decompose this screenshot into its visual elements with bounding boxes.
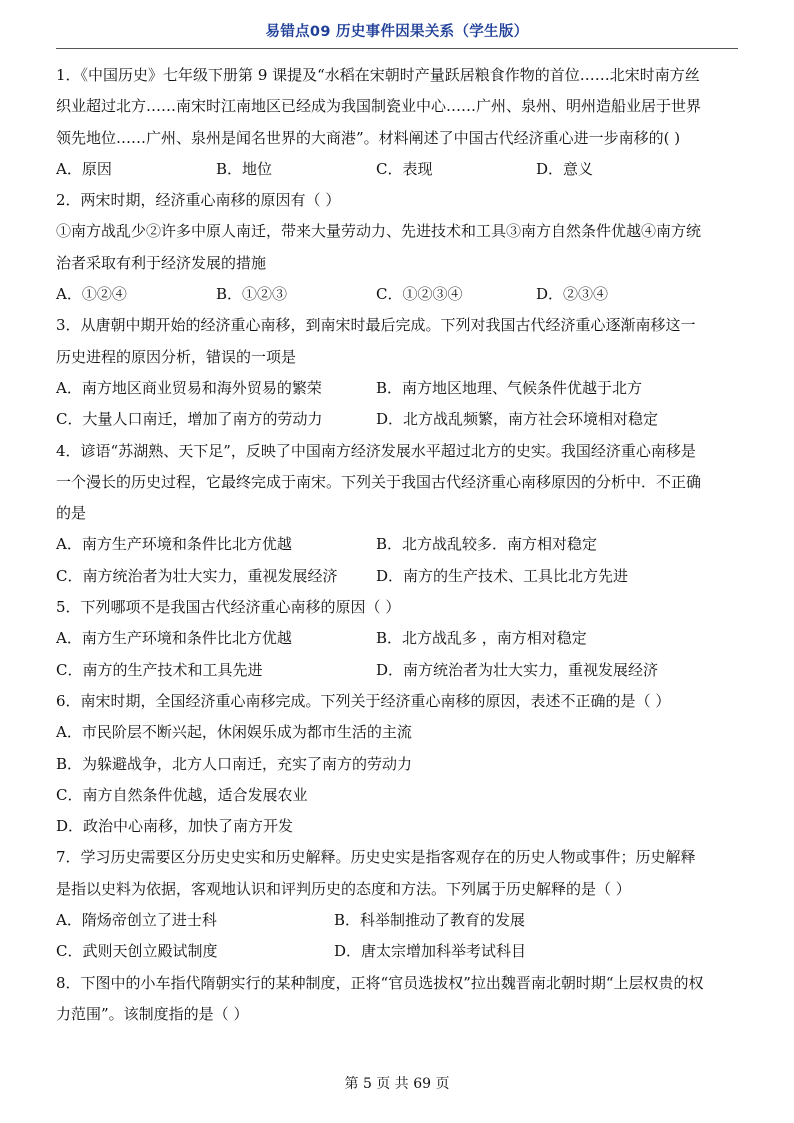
option-c: C．①②③④ (376, 285, 463, 304)
option-c: C．大量人口南迁，增加了南方的劳动力 (56, 410, 323, 429)
question-text-line: 2．两宋时期，经济重心南移的原因有（ ） (56, 191, 341, 210)
page-number: 第 5 页 共 69 页 (344, 1076, 450, 1092)
question-text-line: 治者采取有利于经济发展的措施 (56, 253, 267, 272)
option-row (56, 279, 738, 310)
option-a: A．市民阶层不断兴起，休闲娱乐成为都市生活的主流 (56, 723, 412, 742)
option-c: C．南方的生产技术和工具先进 (56, 660, 263, 679)
option-b: B．南方地区地理、气候条件优越于北方 (376, 378, 643, 397)
question-text-line: 领先地位……广州、泉州是闻名世界的大商港”。材料阐述了中国古代经济重心进一步南移的( ) (56, 128, 681, 147)
option-d: D．南方的生产技术、工具比北方先进 (376, 566, 629, 585)
option-b: B．北方战乱较多．南方相对稳定 (376, 535, 598, 554)
option-b: B．北方战乱多 ，南方相对稳定 (376, 629, 587, 648)
question-4 (56, 436, 738, 592)
question-text-line: 6．南宋时期，全国经济重心南移完成。下列关于经济重心南移的原因，表述不正确的是（ ） (56, 691, 671, 710)
option-d: D．南方统治者为壮大实力，重视发展经济 (376, 660, 659, 679)
question-text-line: 8．下图中的小车指代隋朝实行的某种制度，正将“官员选拔权”拉出魏晋南北朝时期“上层权贵的权 (56, 973, 704, 992)
question-6 (56, 686, 738, 842)
page-header-title: 易错点09 历史事件因果关系（学生版） (265, 24, 529, 40)
option-b: B．①②③ (216, 285, 288, 304)
question-2 (56, 185, 738, 310)
question-list (56, 60, 738, 1030)
option-c: C．南方统治者为壮大实力，重视发展经济 (56, 566, 338, 585)
header-divider (56, 48, 738, 49)
option-row (56, 936, 738, 967)
option-row (56, 561, 738, 592)
option-row (56, 373, 738, 404)
option-row (56, 529, 738, 560)
option-c: C．南方自然条件优越，适合发展农业 (56, 785, 308, 804)
question-7 (56, 842, 738, 967)
option-c: C．表现 (376, 159, 433, 178)
question-text-line: 1．《中国历史》七年级下册第 9 课提及“水稻在宋朝时产量跃居粮食作物的首位……北宋时南方丝 (56, 66, 700, 84)
option-a: A．南方生产环境和条件比北方优越 (56, 629, 292, 648)
option-a: A．原因 (56, 159, 112, 178)
question-text-line: 5．下列哪项不是我国古代经济重心南移的原因（ ） (56, 598, 401, 617)
option-row (56, 623, 738, 654)
option-b: B．为躲避战争，北方人口南迁，充实了南方的劳动力 (56, 754, 413, 773)
question-text-line: 是指以史料为依据，客观地认识和评判历史的态度和方法。下列属于历史解释的是（ ） (56, 879, 631, 898)
option-row (56, 154, 738, 185)
question-5 (56, 592, 738, 686)
question-text-line: ①南方战乱少②许多中原人南迁，带来大量劳动力、先进技术和工具③南方自然条件优越④南方统 (56, 222, 702, 241)
question-8 (56, 968, 738, 1031)
option-row (56, 655, 738, 686)
question-1 (56, 60, 738, 185)
option-a: A．南方地区商业贸易和海外贸易的繁荣 (56, 378, 322, 397)
option-d: D．北方战乱频繁，南方社会环境相对稳定 (376, 410, 659, 429)
question-3 (56, 310, 738, 435)
option-b: B．地位 (216, 159, 273, 178)
option-row (56, 905, 738, 936)
question-text-line: 3．从唐朝中期开始的经济重心南移，到南宋时最后完成。下列对我国古代经济重心逐渐南移这一 (56, 316, 696, 335)
option-d: D．政治中心南移，加快了南方开发 (56, 817, 294, 836)
option-d: D．唐太宗增加科举考试科目 (334, 942, 527, 961)
question-text-line: 的是 (56, 504, 87, 523)
option-c: C．武则天创立殿试制度 (56, 942, 218, 961)
option-b: B．科举制推动了教育的发展 (334, 911, 526, 930)
option-row (56, 404, 738, 435)
question-text-line: 力范围”。该制度指的是（ ） (56, 1004, 249, 1023)
option-d: D．意义 (536, 159, 594, 178)
option-a: A．南方生产环境和条件比北方优越 (56, 535, 292, 554)
question-text-line: 7．学习历史需要区分历史史实和历史解释。历史史实是指客观存在的历史人物或事件；历史解释 (56, 848, 696, 867)
option-a: A．①②④ (56, 285, 127, 304)
option-d: D．②③④ (536, 285, 609, 304)
option-a: A．隋炀帝创立了进士科 (56, 911, 217, 930)
question-text-line: 一个漫长的历史过程，它最终完成于南宋。下列关于我国古代经济重心南移原因的分析中．不正确 (56, 472, 702, 491)
question-text-line: 4．谚语“苏湖熟、天下足”，反映了中国南方经济发展水平超过北方的史实。我国经济重心南移是 (56, 441, 696, 460)
question-text-line: 织业超过北方……南宋时江南地区已经成为我国制瓷业中心……广州、泉州、明州造船业居于世界 (56, 97, 702, 116)
question-text-line: 历史进程的原因分析，错误的一项是 (56, 347, 297, 366)
